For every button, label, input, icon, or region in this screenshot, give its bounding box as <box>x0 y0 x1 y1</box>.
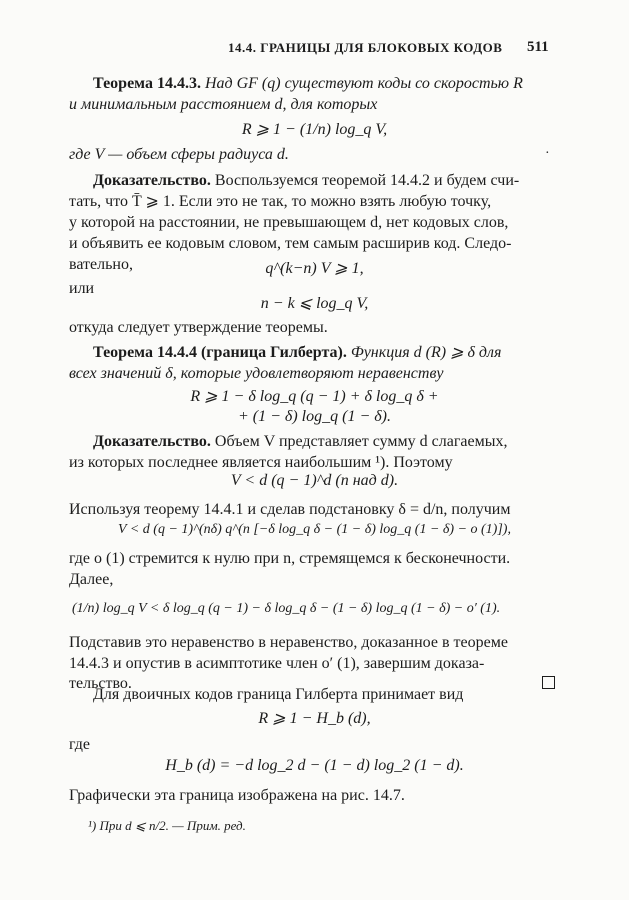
proof-text-line: из которых последнее является наибольшим ¹). Поэтому <box>69 454 453 471</box>
theorem-text-line: где V — объем сферы радиуса d. <box>69 146 289 163</box>
running-title: 14.4. ГРАНИЦЫ ДЛЯ БЛОКОВЫХ КОДОВ <box>228 40 503 55</box>
proof-text-line: Подставив это неравенство в неравенство, доказанное в теореме <box>69 634 508 651</box>
end-of-proof-square <box>542 676 555 689</box>
formula-binary-gilbert: R ⩾ 1 − H_b (d), <box>258 710 371 727</box>
theorem-1443-first-line <box>93 74 523 94</box>
formula-binary-entropy: H_b (d) = −d log_2 d − (1 − d) log_2 (1 − d). <box>165 757 464 774</box>
proof-text-line: 14.4.3 и опустив в асимптотике член o′ (1), завершим доказа- <box>69 655 485 672</box>
proof-text-line: тельство. <box>69 675 132 692</box>
formula-volume-sum-bound: V < d (q − 1)^d (n над d). <box>230 472 399 489</box>
proof-text-line: у которой на расстоянии, не превышающем d, нет кодовых слов, <box>69 214 509 231</box>
body-text-line: Графически эта граница изображена на рис. 14.7. <box>69 787 405 804</box>
proof-text-line: Используя теорему 14.4.1 и сделав подстановку δ = d/n, получим <box>69 501 511 518</box>
body-text-line: где <box>69 736 91 753</box>
formula-gilbert-line1: R ⩾ 1 − δ log_q (q − 1) + δ log_q δ + <box>190 388 439 405</box>
formula-log-volume: (1/n) log_q V < δ log_q (q − 1) − δ log_q δ − (1 − δ) log_q (1 − δ) − o′ (1). <box>72 601 501 616</box>
formula-volume-bound: q^(k−n) V ⩾ 1, <box>265 260 364 277</box>
body-text-line: Для двоичных кодов граница Гилберта принимает вид <box>93 686 464 703</box>
proof-text-line: где o (1) стремится к нулю при n, стремящемся к бесконечности. <box>69 550 511 567</box>
speck-mark: · <box>545 146 550 161</box>
theorem-text: Функция d (R) ⩾ δ для <box>350 344 502 361</box>
footnote: ¹) При d ⩽ n/2. — Прим. ред. <box>88 818 246 833</box>
proof-text-line: тать, что T̄ ⩾ 1. Если это не так, то можно взять любую точку, <box>69 193 492 210</box>
proof-text-line: и объявить ее кодовым словом, тем самым расширив код. Следо- <box>69 235 512 252</box>
page-number: 511 <box>527 39 549 55</box>
proof-text-line: вательно, <box>69 256 133 273</box>
proof-text-line: или <box>69 280 95 297</box>
formula-gilbert-line2: + (1 − δ) log_q (1 − δ). <box>237 408 392 425</box>
proof-text-line: откуда следует утверждение теоремы. <box>69 319 328 336</box>
formula-volume-exponential: V < d (q − 1)^(nδ) q^(n [−δ log_q δ − (1 − δ) log_q (1 − δ) − o (1)]), <box>118 522 511 537</box>
proof-label: Доказательство. <box>93 433 211 450</box>
theorem-label: Теорема 14.4.3. <box>93 75 201 92</box>
formula-redundancy-bound: n − k ⩽ log_q V, <box>260 295 369 312</box>
formula-hamming-volume: R ⩾ 1 − (1/n) log_q V, <box>241 121 388 138</box>
proof-text: Объем V представляет сумму d слагаемых, <box>214 433 508 450</box>
proof-text: Воспользуемся теоремой 14.4.2 и будем счи- <box>214 172 520 189</box>
proof-label: Доказательство. <box>93 172 211 189</box>
theorem-label: Теорема 14.4.4 (граница Гилберта). <box>93 344 347 361</box>
theorem-text: Над GF (q) существуют коды со скоростью R <box>204 75 523 92</box>
theorem-text-line: и минимальным расстоянием d, для которых <box>69 96 378 113</box>
proof-text-line: Далее, <box>69 571 114 588</box>
proof-first-line <box>93 432 507 452</box>
proof-first-line <box>93 171 519 191</box>
theorem-1444-first-line <box>93 343 501 363</box>
theorem-text-line: всех значений δ, которые удовлетворяют неравенству <box>69 365 444 382</box>
